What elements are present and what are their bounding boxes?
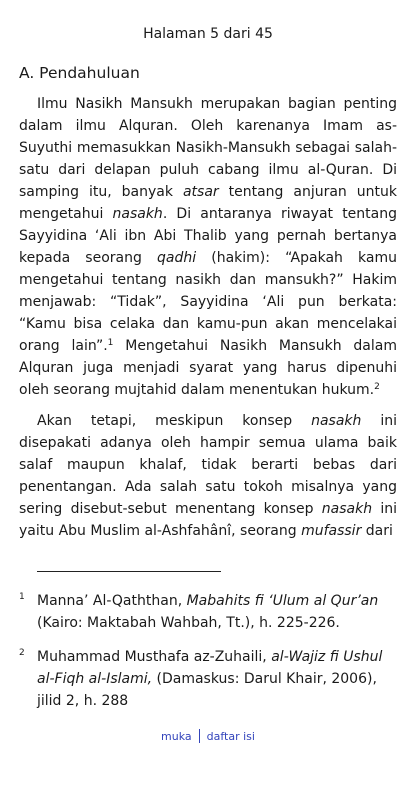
paragraph: Akan tetapi, meskipun konsep nasakh ini disepakati adanya oleh hampir semua ulama baik salaf maupun khalaf, tidak berarti bebas dari penentangan. Ada salah satu tokoh misalnya yang sering disebut-sebut menentang konsep nasakh ini yaitu Abu Muslim al-Ashfahânî, seorang mufassir dari [19, 413, 398, 539]
page-navigation [0, 729, 416, 743]
footnotes [19, 590, 401, 724]
body-text [19, 93, 397, 551]
section-heading: A. Pendahuluan [19, 64, 140, 82]
home-link[interactable]: muka [161, 730, 192, 743]
footnote-1: 1 Manna’ Al-Qaththan, Mabahits fi ‘Ulum al Qur’an (Kairo: Maktabah Wahbah, Tt.), h. 225-226. [19, 592, 379, 631]
nav-separator [199, 729, 200, 743]
footnote-divider [37, 571, 221, 572]
page-number-label: Halaman 5 dari 45 [143, 26, 273, 42]
footnote-2: 2 Muhammad Musthafa az-Zuhaili, al-Wajiz fi Ushul al-Fiqh al-Islami, (Damaskus: Darul Khair, 2006), jilid 2, h. 288 [19, 648, 383, 709]
paragraph: Ilmu Nasikh Mansukh merupakan bagian penting dalam ilmu Alquran. Oleh karenanya Imam as-Suyuthi memasukkan Nasikh-Mansukh sebagai salah-satu dari delapan puluh cabang ilmu al-Quran. Di samping itu, banyak atsar tentang anjuran untuk mengetahui nasakh. Di antaranya riwayat tentang Sayyidina ‘Ali ibn Abi Thalib yang pernah bertanya kepada seorang qadhi (hakim): “Apakah kamu mengetahui tentang nasikh dan mansukh?” Hakim menjawab: “Tidak”, Sayyidina ‘Ali pun berkata: “Kamu bisa celaka dan kamu-pun akan mencelakai orang lain”.$^1$ Mengetahui Nasikh Mansukh dalam Alquran juga menjadi syarat yang harus dipenuhi oleh seorang mujtahid dalam menentukan hukum.$^2$ [19, 96, 397, 398]
footnote-ref-2[interactable]: 2 [374, 382, 380, 392]
footnote-marker: 2 [19, 648, 25, 658]
table-of-contents-link[interactable]: daftar isi [206, 730, 255, 743]
footnote-ref-1[interactable]: 1 [107, 338, 114, 348]
footnote-marker: 1 [19, 592, 25, 602]
